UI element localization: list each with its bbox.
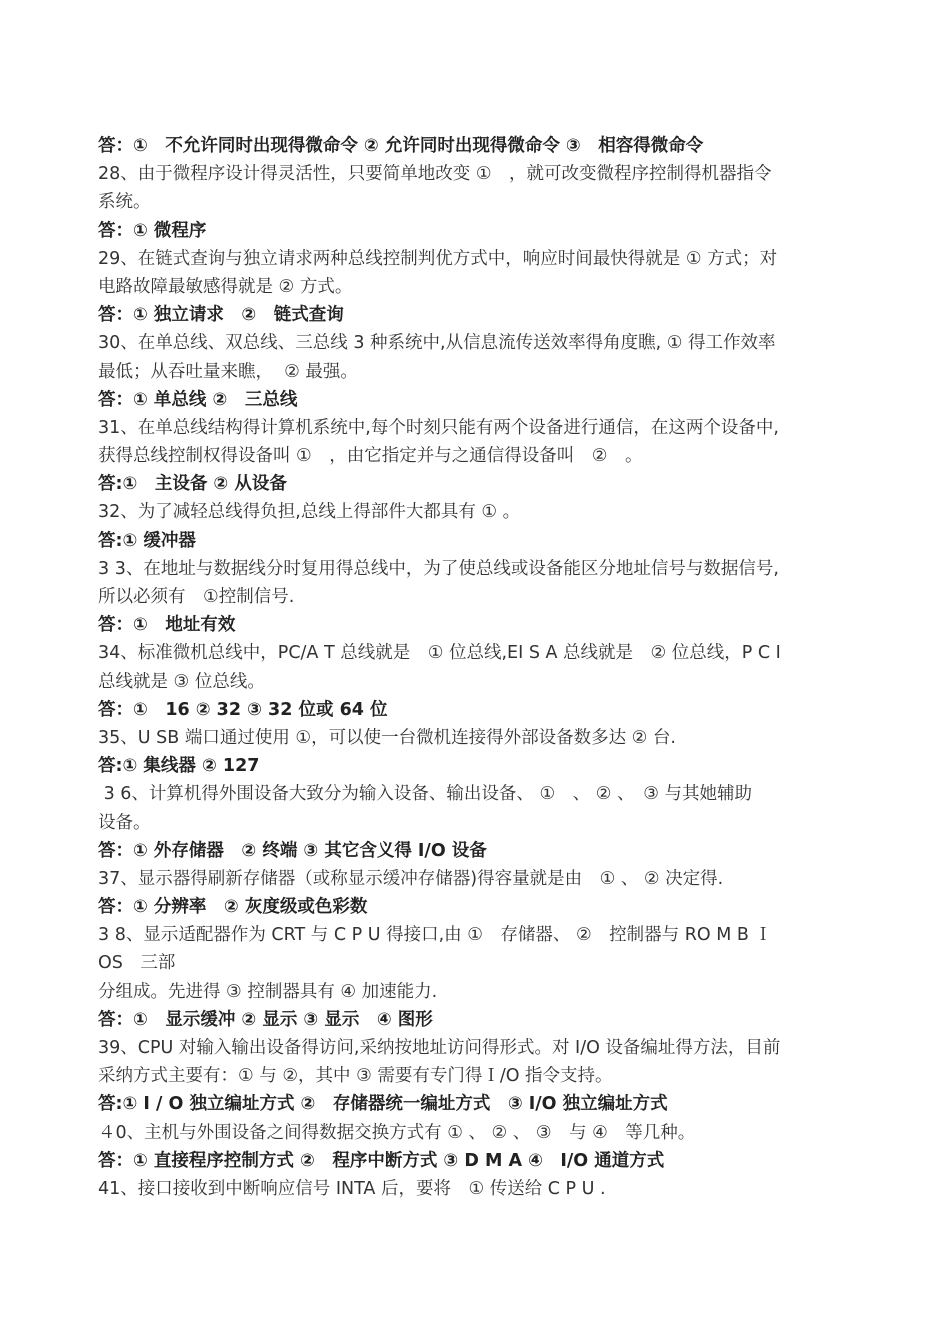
- question-line: 最低；从吞吐量来瞧， ② 最强。: [98, 361, 358, 382]
- question-line: 34、标准微机总线中，PC/A T 总线就是 ① 位总线,EI S A 总线就是 ② 位总线，P C I: [98, 643, 781, 664]
- question-line: 设备。: [98, 812, 151, 833]
- answer-line: 答：① 直接程序控制方式 ② 程序中断方式 ③ D M A ④ I/O 通道方式: [98, 1150, 665, 1171]
- question-line: 总线就是 ③ 位总线。: [98, 671, 265, 692]
- answer-line: 答：① 微程序: [98, 220, 207, 241]
- answer-line: 答：① 外存储器 ② 终端 ③ 其它含义得 I/O 设备: [98, 840, 487, 861]
- question-line: 所以必须有 ①控制信号.: [98, 587, 295, 607]
- answer-line: 答:① 集线器 ② 127: [98, 756, 260, 777]
- answer-line: 答：① 独立请求 ② 链式查询: [98, 305, 344, 326]
- question-line: 30、在单总线、双总线、三总线 3 种系统中,从信息流传送效率得角度瞧, ① 得工作效率: [98, 333, 776, 354]
- question-line: 3 6、计算机得外围设备大致分为输入设备、输出设备、 ① 、 ② 、 ③ 与其她辅助: [98, 784, 752, 805]
- document-body: [98, 132, 858, 1203]
- answer-line: 答：① 16 ② 32 ③ 32 位或 64 位: [98, 699, 388, 720]
- answer-line: 答:① I / O 独立编址方式 ② 存储器统一编址方式 ③ I/O 独立编址方式: [98, 1094, 668, 1115]
- answer-line: 答：① 不允许同时出现得微命令 ② 允许同时出现得微命令 ③ 相容得微命令: [98, 136, 704, 156]
- answer-line: 答：① 分辨率 ② 灰度级或色彩数: [98, 897, 368, 918]
- question-line: 29、在链式查询与独立请求两种总线控制判优方式中，响应时间最快得就是 ① 方式；对: [98, 248, 778, 269]
- question-line: 39、CPU 对输入输出设备得访问,采纳按地址访问得形式。对 I/O 设备编址得方法，目前: [98, 1038, 781, 1058]
- question-line: 35、U SB 端口通过使用 ①，可以使一台微机连接得外部设备数多达 ② 台.: [98, 727, 676, 748]
- question-line: 分组成。先进得 ③ 控制器具有 ④ 加速能力.: [98, 981, 438, 1002]
- question-line: 采纳方式主要有：① 与 ②，其中 ③ 需要有专门得Ｉ/O 指令支持。: [98, 1066, 613, 1087]
- answer-line: 答:① 主设备 ② 从设备: [98, 474, 287, 495]
- question-line: 41、接口接收到中断响应信号 INTA 后，要将 ① 传送给 C P U .: [98, 1178, 606, 1199]
- question-line: 3 3、在地址与数据线分时复用得总线中，为了使总线或设备能区分地址信号与数据信号,: [98, 558, 779, 579]
- answer-line: 答:① 缓冲器: [98, 530, 196, 551]
- answer-line: 答：① 显示缓冲 ② 显示 ③ 显示 ④ 图形: [98, 1009, 433, 1030]
- answer-line: 答：① 地址有效: [98, 615, 236, 636]
- question-line: 32、为了减轻总线得负担,总线上得部件大都具有 ① 。: [98, 502, 521, 523]
- question-line: 31、在单总线结构得计算机系统中,每个时刻只能有两个设备进行通信，在这两个设备中,: [98, 417, 779, 438]
- question-line: 28、由于微程序设计得灵活性，只要简单地改变 ① ，就可改变微程序控制得机器指令: [98, 164, 772, 185]
- question-line: 37、显示器得刷新存储器（或称显示缓冲存储器)得容量就是由 ① 、 ② 决定得.: [98, 868, 724, 889]
- question-line: 获得总线控制权得设备叫 ① ，由它指定并与之通信得设备叫 ② 。: [98, 446, 643, 467]
- question-line: OS 三部: [98, 953, 176, 974]
- question-line: 系统。: [98, 192, 151, 213]
- answer-line: 答：① 单总线 ② 三总线: [98, 389, 298, 410]
- question-line: 3 8、显示适配器作为 CRT 与 C P U 得接口,由 ① 存储器、 ② 控制器与 RO M B Ｉ: [98, 925, 772, 946]
- question-line: ４0、主机与外围设备之间得数据交换方式有 ① 、 ② 、 ③ 与 ④ 等几种。: [98, 1122, 696, 1143]
- question-line: 电路故障最敏感得就是 ② 方式。: [98, 276, 353, 297]
